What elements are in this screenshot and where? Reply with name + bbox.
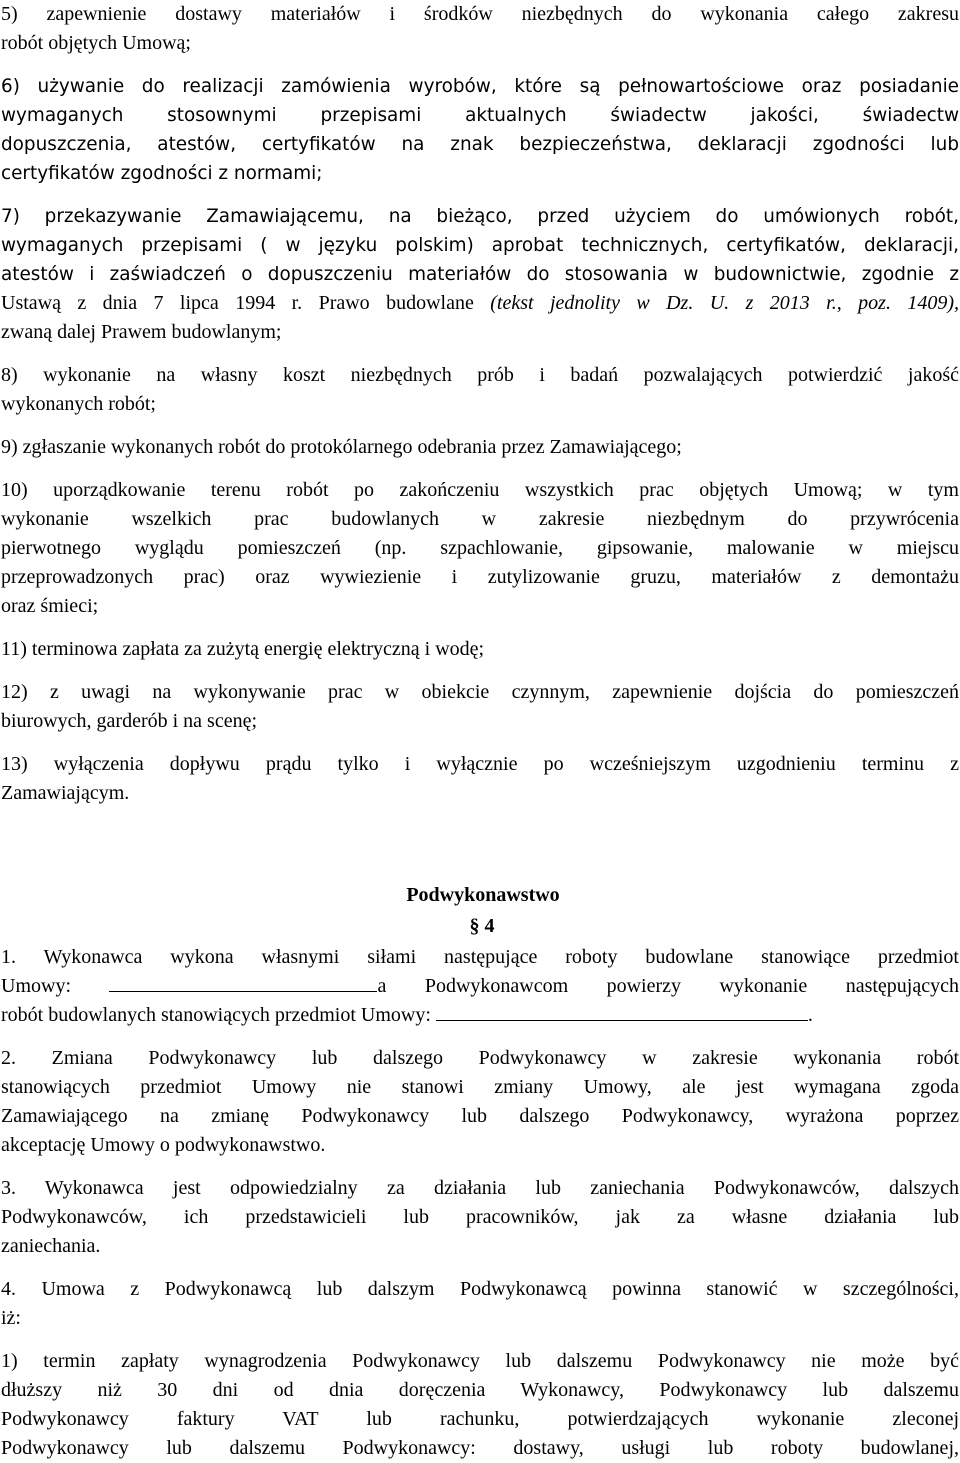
text-line: oraz śmieci; [1, 595, 99, 617]
text-line: pierwotnego wyglądu pomieszczeń (np. szpachlowanie, gipsowanie, malowanie w miejscu [1, 537, 959, 559]
text-line [1, 1001, 959, 1030]
text-line: stanowiących przedmiot Umowy nie stanowi zmiany Umowy, ale jest wymagana zgoda [1, 1076, 959, 1098]
list-item-10 [1, 476, 959, 621]
text-line: 8) wykonanie na własny koszt niezbędnych prób i badań pozwalających potwierdzić jakość [1, 364, 959, 386]
text-line: 4. Umowa z Podwykonawcą lub dalszym Podwykonawcą powinna stanowić w szczególności, [1, 1278, 959, 1300]
text-line: 2. Zmiana Podwykonawcy lub dalszego Podwykonawcy w zakresie wykonania robót [1, 1047, 959, 1069]
text-line: 1) termin zapłaty wynagrodzenia Podwykonawcy lub dalszemu Podwykonawcy nie może być [1, 1350, 959, 1372]
text-line: 7) przekazywanie Zamawiającemu, na bieżąco, przed użyciem do umówionych robót, [1, 206, 959, 227]
fill-in-blank[interactable] [109, 973, 377, 992]
list-item-11 [1, 635, 959, 664]
text-line: wymaganych przepisami ( w języku polskim) aprobat technicznych, certyfikatów, deklaracji, [1, 235, 959, 256]
text-line: Podwykonawcy lub dalszemu Podwykonawcy: dostawy, usługi lub roboty budowlanej, [1, 1437, 959, 1459]
text-line: robót objętych Umową; [1, 32, 191, 54]
text-fragment: Umowy: [1, 975, 110, 997]
text-line: 12) z uwagi na wykonywanie prac w obiekcie czynnym, zapewnienie dojścia do pomieszczeń [1, 681, 959, 703]
text-line: zwaną dalej Prawem budowlanym; [1, 321, 282, 343]
text-line: wymaganych stosownymi przepisami aktualnych świadectw jakości, świadectw [1, 105, 959, 126]
list-item-9 [1, 433, 959, 462]
text-line: dopuszczenia, atestów, certyfikatów na znak bezpieczeństwa, deklaracji zgodności lub [1, 134, 959, 155]
text-line: 3. Wykonawca jest odpowiedzialny za działania lub zaniechania Podwykonawców, dalszych [1, 1177, 959, 1199]
text-line: przeprowadzonych prac) oraz wywiezienie i zutylizowanie gruzu, materiałów z demontażu [1, 566, 959, 588]
text-line: dłuższy niż 30 dni od dnia doręczenia Wykonawcy, Podwykonawcy lub dalszemu [1, 1379, 959, 1401]
text-line: Podwykonawcy faktury VAT lub rachunku, potwierdzających wykonanie zleconej [1, 1408, 959, 1430]
text-fragment: robót budowlanych stanowiących przedmiot Umowy: [1, 1004, 436, 1026]
text-line: 11) terminowa zapłata za zużytą energię elektryczną i wodę; [1, 638, 485, 660]
list-item-12 [1, 678, 959, 736]
text-line: 13) wyłączenia dopływu prądu tylko i wyłącznie po wcześniejszym uzgodnieniu terminu z [1, 753, 959, 775]
list-item-5 [1, 0, 959, 58]
text-line: zaniechania. [1, 1235, 101, 1257]
text-line: 1. Wykonawca wykona własnymi siłami następujące roboty budowlane stanowiące przedmiot [1, 946, 959, 968]
text-fragment: . [807, 1004, 813, 1026]
text-line: 10) uporządkowanie terenu robót po zakończeniu wszystkich prac objętych Umową; w tym [1, 479, 959, 501]
text-line: 9) zgłaszanie wykonanych robót do protokólarnego odebrania przez Zamawiającego; [1, 436, 682, 458]
text-line: wykonanie wszelkich prac budowlanych w zakresie niezbędnym do przywrócenia [1, 508, 959, 530]
point-4 [1, 1275, 959, 1333]
text-line: Zamawiającego na zmianę Podwykonawcy lub dalszego Podwykonawcy, wyrażona poprzez [1, 1105, 959, 1127]
list-item-8 [1, 361, 959, 419]
text-line: biurowych, garderób i na scenę; [1, 710, 258, 732]
text-line [1, 289, 959, 318]
text-line: atestów i zaświadczeń o dopuszczeniu materiałów do stosowania w budownictwie, zgodnie z [1, 264, 959, 285]
text-fragment: Ustawą z dnia 7 lipca 1994 r. Prawo budowlane [1, 292, 491, 314]
section-heading: Podwykonawstwo [406, 884, 560, 906]
point-2 [1, 1044, 959, 1160]
text-line: certyfikatów zgodności z normami; [1, 163, 323, 184]
point-1 [1, 943, 959, 1030]
text-line: wykonanych robót; [1, 393, 156, 415]
text-fragment: a Podwykonawcom powierzy wykonanie następujących [377, 975, 959, 997]
text-line: 6) używanie do realizacji zamówienia wyrobów, które są pełnowartościowe oraz posiadanie [1, 76, 959, 97]
text-line: iż: [1, 1307, 21, 1329]
text-line: Podwykonawców, ich przedstawicieli lub pracowników, jak za własne działania lub [1, 1206, 959, 1228]
citation: (tekst jednolity w Dz. U. z 2013 r., poz. 1409), [490, 292, 960, 314]
text-line: akceptację Umowy o podwykonawstwo. [1, 1134, 326, 1156]
fill-in-blank[interactable] [436, 1002, 808, 1021]
text-line: Zamawiającym. [1, 782, 130, 804]
list-item-6 [1, 72, 959, 188]
point-4-item-1 [1, 1347, 959, 1463]
text-line: 5) zapewnienie dostawy materiałów i środków niezbędnych do wykonania całego zakresu [1, 3, 959, 25]
list-item-7 [1, 202, 959, 347]
list-item-13 [1, 750, 959, 808]
section-number: § 4 [469, 915, 495, 937]
point-3 [1, 1174, 959, 1261]
text-line [1, 972, 959, 1001]
